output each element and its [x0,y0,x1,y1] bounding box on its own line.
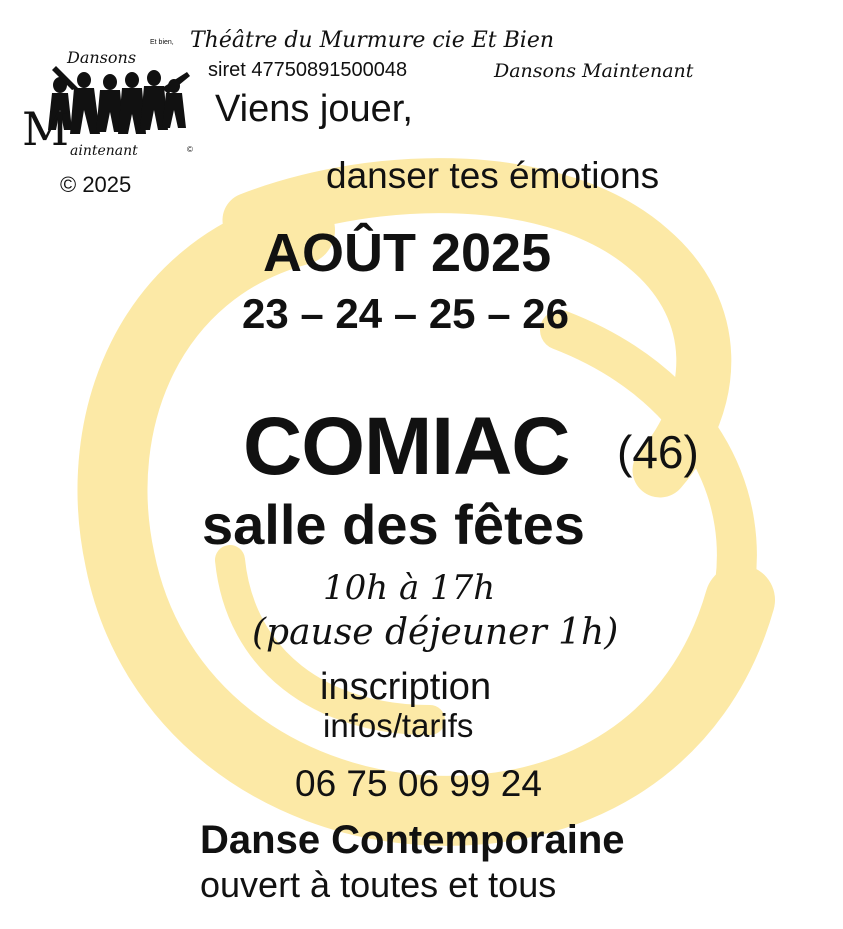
event-days: 23 – 24 – 25 – 26 [242,290,569,337]
dansons-maintenant-logo [22,30,202,165]
company-name: Théâtre du Murmure cie Et Bien [190,28,555,53]
siret-number: siret 47750891500048 [208,59,408,81]
event-audience: ouvert à toutes et tous [200,864,557,905]
event-inscription: inscription [320,666,492,708]
logo-small-mark: Et bien, [150,39,174,46]
copyright-year: © 2025 [60,172,132,197]
event-pause: (pause déjeuner 1h) [252,612,619,653]
event-department: (46) [617,426,699,478]
logo-m-letter: M [22,102,70,156]
event-phone: 06 75 06 99 24 [295,763,542,804]
event-town: COMIAC [243,401,570,492]
tagline-line2: danser tes émotions [326,155,660,196]
event-hours: 10h à 17h [323,568,496,608]
tagline-line1: Viens jouer, [215,88,413,130]
logo-copyright-mark: © [187,145,193,154]
event-month: AOÛT 2025 [263,223,552,283]
event-venue: salle des fêtes [202,493,585,556]
event-discipline: Danse Contemporaine [200,818,625,862]
dancer-silhouettes [48,66,190,134]
logo-maintenant-text: aintenant [70,143,138,159]
logo-dansons-text: Dansons [67,48,137,67]
event-infos: infos/tarifs [323,707,474,744]
subcompany-name: Dansons Maintenant [494,60,694,82]
